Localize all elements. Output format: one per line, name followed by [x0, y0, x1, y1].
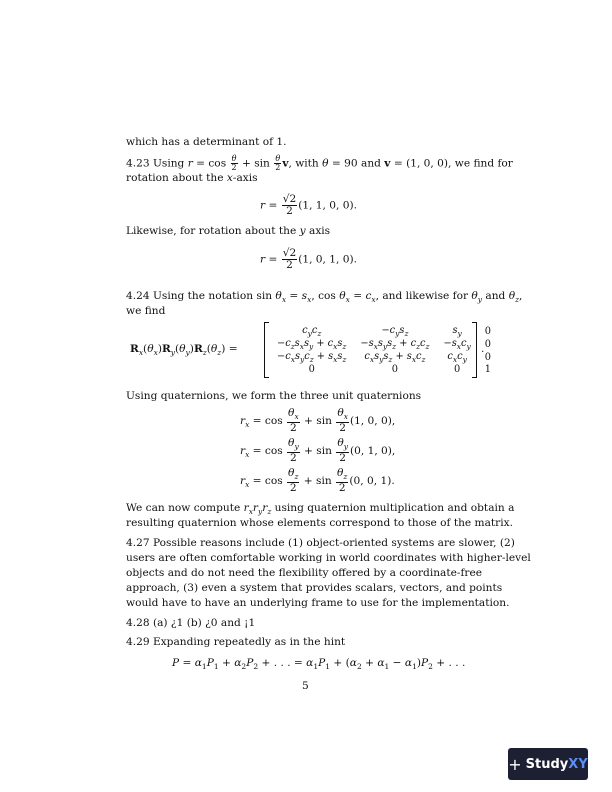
matrix-cell: 0	[484, 351, 491, 363]
matrix-period: .	[481, 343, 485, 355]
matrix-right-bracket	[472, 322, 477, 378]
page-number: 5	[302, 680, 309, 692]
exercise-4-27-line2: users are often comfortable working in world coordinates with higher-level	[126, 552, 531, 564]
rotation-matrix	[270, 325, 498, 376]
exercise-4-23-intro: 4.23 Using r = cos $\frac{\theta}{2}$ + sin $\frac{\theta}{2}$ v, with θ = 90 and v = (1, 0, 0), we find for	[126, 154, 513, 172]
expansion-equation: $P = \alpha_1P_1 + \alpha_2P_2$ + . . . = $\alpha_1P_1 + (\alpha_2 + \alpha_1 - \alpha_1)P_2$ + . . .	[172, 657, 466, 672]
matrix-cell: $s_y$	[452, 325, 462, 338]
conclusion-line2: resulting quaternion whose elements correspond to those of the matrix.	[126, 517, 513, 529]
matrix-cell: 0	[484, 338, 491, 350]
quaternion-intro: Using quaternions, we form the three unit quaternions	[126, 390, 422, 402]
exercise-4-24-intro: 4.24 Using the notation $\sin \theta_x = s_x$, $\cos \theta_x = c_x$, and likewise for $\theta_y$ and $\theta_z$,	[126, 290, 523, 305]
matrix-cell: $-s_xc_y$	[443, 337, 471, 351]
matrix-cell: $c_xc_y$	[447, 350, 467, 364]
exercise-4-27-line1: 4.27 Possible reasons include (1) object-oriented systems are slower, (2)	[126, 537, 515, 549]
determinant-line: which has a determinant of 1.	[126, 136, 287, 148]
studyxy-logo[interactable]	[508, 748, 588, 780]
matrix-cell: 0	[391, 364, 399, 376]
matrix-cell: $-c_ys_z$	[381, 325, 409, 338]
matrix-cell: $c_xs_ys_z + s_xc_z$	[364, 350, 426, 364]
likewise-line: Likewise, for rotation about the y axis	[126, 225, 331, 237]
matrix-row	[270, 325, 498, 338]
matrix-cell: $-c_xs_yc_z + s_xs_z$	[277, 350, 347, 364]
equation-ry: r = $\frac{√2}{2}$ (1, 0, 1, 0).	[260, 247, 358, 271]
quaternion-rx-3: $r_x = \cos$ $\frac{\theta_z}{2}$ + sin $\frac{\theta_z}{2}$ (0, 0, 1).	[240, 467, 395, 495]
matrix-cell: 1	[484, 364, 491, 376]
quaternion-rx-1: $r_x = \cos$ $\frac{\theta_x}{2}$ + sin $\frac{\theta_x}{2}$ (1, 0, 0),	[240, 407, 396, 435]
we-find-line: we find	[126, 305, 166, 317]
matrix-cell: 0	[453, 364, 461, 376]
matrix-cell: 0	[308, 364, 315, 376]
conclusion-line1: We can now compute $r_xr_yr_z$ using quaternion multiplication and obtain a	[126, 502, 515, 517]
exercise-4-27-line4: approach, (3) even a system that provides scalars, vectors, and points	[126, 582, 503, 594]
matrix-row	[270, 351, 498, 364]
exercise-4-27-line3: objects and do not need the flexibility offered by a coordinate-free	[126, 567, 482, 579]
logo-xy-text: XY	[568, 756, 588, 772]
matrix-cell: 0	[484, 325, 491, 337]
matrix-left-bracket	[264, 322, 269, 378]
matrix-lhs: $R_x(\theta_x)R_y(\theta_y)R_z(\theta_z)$ =	[130, 343, 238, 358]
logo-study-text: Study	[525, 756, 569, 772]
quaternion-rx-2: $r_x = \cos$ $\frac{\theta_y}{2}$ + sin $\frac{\theta_y}{2}$ (0, 1, 0),	[240, 437, 396, 465]
equation-rx: r = $\frac{√2}{2}$ (1, 1, 0, 0).	[260, 193, 358, 217]
matrix-row	[270, 338, 498, 351]
matrix-cell: $c_yc_z$	[302, 325, 322, 338]
exercise-4-27-line5: would have to have an underlying frame to use for the implementation.	[126, 597, 510, 609]
exercise-4-29: 4.29 Expanding repeatedly as in the hint	[126, 636, 346, 648]
plus-icon: +	[508, 754, 522, 774]
exercise-4-23-line2: rotation about the x-axis	[126, 172, 258, 184]
exercise-4-28: 4.28 (a) ¿1 (b) ¿0 and ¡1	[126, 617, 256, 629]
matrix-cell: $-s_xs_ys_z + c_zc_z$	[360, 337, 430, 351]
matrix-row	[270, 364, 498, 376]
matrix-cell: $-c_zs_xs_y + c_xs_z$	[277, 337, 347, 351]
